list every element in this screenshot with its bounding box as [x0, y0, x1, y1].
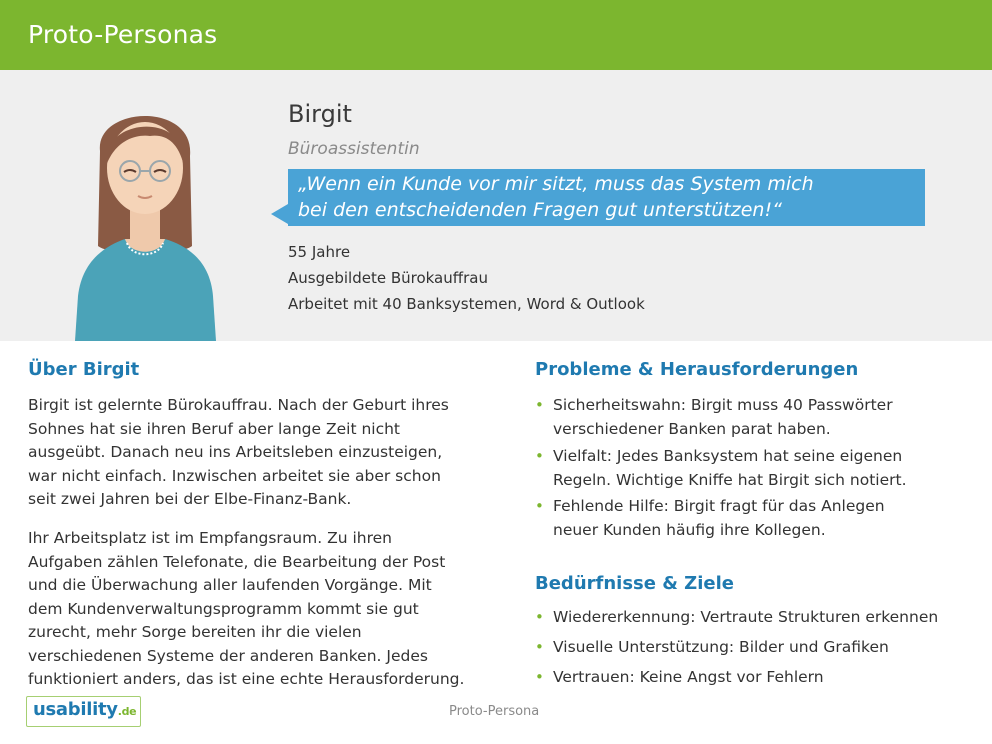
list-item-text: [553, 495, 885, 542]
quote-bubble: [288, 169, 925, 226]
about-p2-line: zurecht, mehr Sorge bereiten ihr die vielen: [28, 623, 362, 641]
list-item-line: Regeln. Wichtige Kniffe hat Birgit sich notiert.: [553, 470, 907, 489]
about-p2-line: dem Kundenverwaltungsprogramm kommt sie gut: [28, 599, 419, 618]
list-item-text: Wiedererkennung: Vertraute Strukturen erkennen: [553, 608, 939, 626]
bullet-dot-icon: •: [535, 447, 544, 465]
bullet-dot-icon: •: [535, 608, 544, 626]
about-p2-line: verschiedenen Systeme der anderen Banken. Jedes: [28, 646, 428, 665]
persona-name: Birgit: [288, 100, 352, 128]
body-shape: [75, 239, 216, 341]
bullet-dot-icon: •: [535, 638, 544, 656]
persona-fact-tools: Arbeitet mit 40 Banksystemen, Word & Outlook: [288, 295, 645, 313]
bullet-dot-icon: •: [535, 396, 544, 414]
logo-tld: .de: [117, 705, 137, 718]
list-item-line: Vielfalt: Jedes Banksystem hat seine eigenen: [553, 447, 903, 465]
top-bar: [0, 0, 992, 70]
problems-heading: Probleme & Herausforderungen: [535, 359, 859, 380]
persona-role: Büroassistentin: [288, 139, 420, 159]
about-paragraph-1: [28, 394, 468, 512]
quote-line-2: bei den entscheidenden Fragen gut unterstützen!“: [298, 199, 782, 221]
list-item-line: neuer Kunden häufig ihre Kollegen.: [553, 520, 826, 539]
persona-avatar-illustration: [70, 96, 220, 341]
about-p2-line: funktioniert anders, das ist eine echte Herausforderung.: [28, 670, 465, 688]
list-item-text: [553, 445, 907, 492]
logo-wordmark: [33, 699, 136, 720]
usability-logo: [26, 696, 141, 727]
quote-bubble-tail: [271, 204, 288, 224]
about-p2-line: Aufgaben zählen Telefonate, die Bearbeitung der Post: [28, 552, 446, 571]
list-item-text: Visuelle Unterstützung: Bilder und Grafiken: [553, 638, 889, 656]
about-p1-line: ausgeübt. Danach neu ins Arbeitsleben einzusteigen,: [28, 443, 443, 461]
about-p2-line: Ihr Arbeitsplatz ist im Empfangsraum. Zu ihren: [28, 529, 392, 547]
needs-heading: Bedürfnisse & Ziele: [535, 573, 734, 594]
persona-fact-education: Ausgebildete Bürokauffrau: [288, 269, 488, 287]
about-p1-line: war nicht einfach. Inzwischen arbeitet sie aber schon: [28, 466, 441, 485]
footer-label: Proto-Persona: [449, 704, 540, 719]
page-title: Proto-Personas: [28, 20, 218, 49]
bullet-dot-icon: •: [535, 668, 544, 686]
logo-word: usability: [33, 699, 118, 720]
list-item-text: [553, 394, 893, 441]
list-item-line: Fehlende Hilfe: Birgit fragt für das Anlegen: [553, 497, 885, 515]
about-p1-line: Sohnes hat sie ihren Beruf aber lange Zeit nicht: [28, 419, 400, 438]
persona-fact-age: 55 Jahre: [288, 243, 351, 261]
list-item-text: Vertrauen: Keine Angst vor Fehlern: [553, 668, 824, 686]
quote-line-1: „Wenn ein Kunde vor mir sitzt, muss das System mich: [298, 173, 814, 195]
about-paragraph-2: [28, 527, 468, 692]
bullet-dot-icon: •: [535, 497, 544, 515]
about-p1-line: seit zwei Jahren bei der Elbe-Finanz-Bank.: [28, 490, 352, 508]
about-p1-line: Birgit ist gelernte Bürokauffrau. Nach der Geburt ihres: [28, 396, 449, 414]
list-item-line: verschiedener Banken parat haben.: [553, 419, 831, 438]
about-heading: Über Birgit: [28, 359, 140, 380]
about-p2-line: und die Überwachung aller laufenden Vorgänge. Mit: [28, 576, 432, 594]
list-item-line: Sicherheitswahn: Birgit muss 40 Passwörter: [553, 396, 893, 414]
